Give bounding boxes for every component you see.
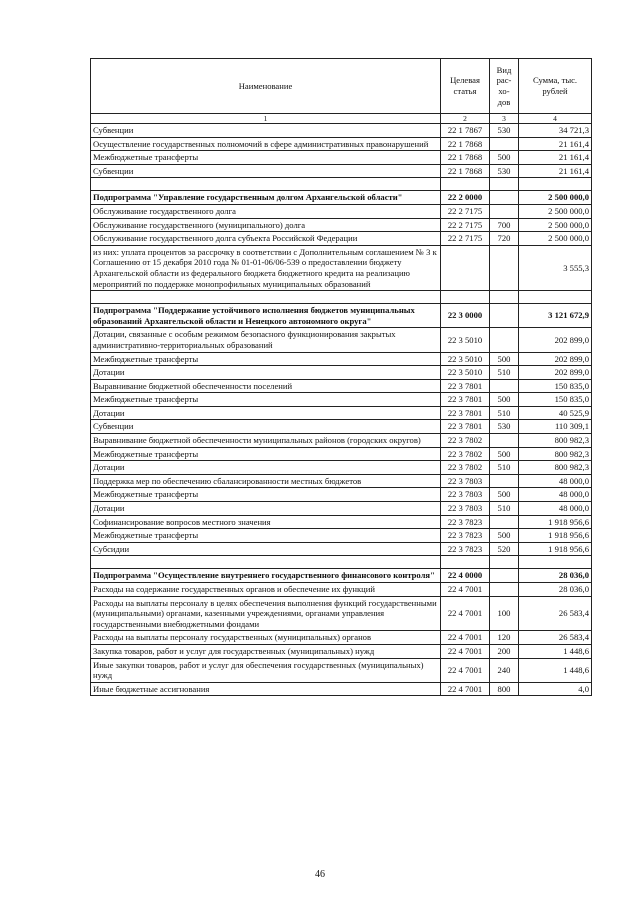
row-name-cell: Расходы на выплаты персоналу в целях обеспечения выполнения функций государственными (муниципальными) органами, казенными учреждениями, органами управления государственными внебюджетными фондами — [91, 596, 441, 631]
row-sum-cell: 26 583,4 — [519, 596, 592, 631]
row-code-cell: 22 1 7868 — [441, 151, 490, 165]
row-type-cell: 530 — [490, 124, 519, 138]
row-name-cell: Субвенции — [91, 420, 441, 434]
row-name-cell: Подпрограмма "Управление государственным долгом Архангельской области" — [91, 191, 441, 205]
row-sum-cell: 1 918 956,6 — [519, 529, 592, 543]
row-type-cell: 500 — [490, 151, 519, 165]
row-code-cell: 22 1 7868 — [441, 137, 490, 151]
row-type-cell — [490, 379, 519, 393]
column-number: 4 — [519, 114, 592, 124]
spacer-cell — [91, 178, 441, 191]
table-row — [91, 434, 592, 448]
table-row — [91, 515, 592, 529]
row-name-cell: Подпрограмма "Осуществление внутреннего государственного финансового контроля" — [91, 569, 441, 583]
row-type-cell: 200 — [490, 644, 519, 658]
row-code-cell: 22 4 7001 — [441, 596, 490, 631]
table-row — [91, 232, 592, 246]
spacer-cell — [441, 556, 490, 569]
row-code-cell: 22 4 7001 — [441, 583, 490, 597]
table-row — [91, 631, 592, 645]
row-code-cell: 22 3 7802 — [441, 447, 490, 461]
row-sum-cell: 2 500 000,0 — [519, 218, 592, 232]
row-name-cell: Дотации, связанные с особым режимом безопасного функционирования закрытых административно-территориальных образований — [91, 328, 441, 352]
row-sum-cell: 1 918 956,6 — [519, 542, 592, 556]
row-type-cell — [490, 137, 519, 151]
row-code-cell: 22 4 0000 — [441, 569, 490, 583]
spacer-cell — [490, 556, 519, 569]
row-name-cell: Дотации — [91, 502, 441, 516]
row-type-cell: 500 — [490, 488, 519, 502]
row-code-cell: 22 1 7868 — [441, 164, 490, 178]
row-code-cell: 22 1 7867 — [441, 124, 490, 138]
table-row — [91, 366, 592, 380]
row-sum-cell: 21 161,4 — [519, 151, 592, 165]
row-type-cell: 500 — [490, 393, 519, 407]
spacer-cell — [441, 178, 490, 191]
row-name-cell: Обслуживание государственного долга — [91, 204, 441, 218]
row-code-cell: 22 3 7801 — [441, 393, 490, 407]
table-row — [91, 352, 592, 366]
row-name-cell: Дотации — [91, 366, 441, 380]
row-name-cell: Межбюджетные трансферты — [91, 447, 441, 461]
table-row — [91, 658, 592, 682]
row-sum-cell: 21 161,4 — [519, 164, 592, 178]
column-number: 3 — [490, 114, 519, 124]
row-code-cell: 22 2 7175 — [441, 218, 490, 232]
column-number-row — [91, 114, 592, 124]
row-name-cell: Закупка товаров, работ и услуг для государственных (муниципальных) нужд — [91, 644, 441, 658]
row-name-cell: Субвенции — [91, 164, 441, 178]
table-row — [91, 583, 592, 597]
row-code-cell: 22 3 7801 — [441, 406, 490, 420]
page-number: 46 — [315, 869, 325, 880]
row-code-cell: 22 4 7001 — [441, 631, 490, 645]
budget-table — [90, 58, 592, 696]
table-row — [91, 204, 592, 218]
row-type-cell: 530 — [490, 164, 519, 178]
table-row — [91, 420, 592, 434]
row-type-cell: 120 — [490, 631, 519, 645]
spacer-row — [91, 556, 592, 569]
row-code-cell: 22 3 7801 — [441, 379, 490, 393]
row-sum-cell: 150 835,0 — [519, 379, 592, 393]
row-name-cell: Расходы на содержание государственных органов и обеспечение их функций — [91, 583, 441, 597]
row-code-cell: 22 2 7175 — [441, 204, 490, 218]
row-code-cell: 22 3 7803 — [441, 502, 490, 516]
row-sum-cell: 26 583,4 — [519, 631, 592, 645]
table-header-row — [91, 59, 592, 114]
row-type-cell — [490, 204, 519, 218]
row-code-cell: 22 3 7801 — [441, 420, 490, 434]
row-code-cell: 22 3 7823 — [441, 529, 490, 543]
row-type-cell — [490, 191, 519, 205]
row-sum-cell: 48 000,0 — [519, 502, 592, 516]
table-row — [91, 461, 592, 475]
spacer-cell — [490, 178, 519, 191]
row-code-cell: 22 4 7001 — [441, 658, 490, 682]
row-type-cell — [490, 328, 519, 352]
row-type-cell: 700 — [490, 218, 519, 232]
spacer-cell — [519, 178, 592, 191]
row-type-cell: 510 — [490, 366, 519, 380]
row-type-cell: 800 — [490, 682, 519, 696]
table-row — [91, 245, 592, 290]
table-row — [91, 682, 592, 696]
table-row — [91, 447, 592, 461]
row-type-cell — [490, 474, 519, 488]
row-type-cell: 100 — [490, 596, 519, 631]
row-code-cell: 22 2 0000 — [441, 191, 490, 205]
row-sum-cell: 48 000,0 — [519, 474, 592, 488]
header-type: Вид рас- хо- дов — [490, 59, 519, 114]
row-name-cell: Выравнивание бюджетной обеспеченности поселений — [91, 379, 441, 393]
table-row — [91, 529, 592, 543]
row-type-cell — [490, 245, 519, 290]
spacer-cell — [91, 291, 441, 304]
row-sum-cell: 202 899,0 — [519, 352, 592, 366]
row-name-cell: Иные закупки товаров, работ и услуг для обеспечения государственных (муниципальных) нужд — [91, 658, 441, 682]
subprogram-row — [91, 304, 592, 328]
row-code-cell: 22 3 0000 — [441, 304, 490, 328]
row-sum-cell: 48 000,0 — [519, 488, 592, 502]
spacer-cell — [490, 291, 519, 304]
row-name-cell: Субвенции — [91, 124, 441, 138]
row-name-cell: Дотации — [91, 406, 441, 420]
row-sum-cell: 202 899,0 — [519, 366, 592, 380]
row-name-cell: Расходы на выплаты персоналу государственных (муниципальных) органов — [91, 631, 441, 645]
row-sum-cell: 800 982,3 — [519, 447, 592, 461]
row-type-cell: 500 — [490, 447, 519, 461]
table-row — [91, 328, 592, 352]
row-sum-cell: 202 899,0 — [519, 328, 592, 352]
row-name-cell: Межбюджетные трансферты — [91, 352, 441, 366]
table-row — [91, 596, 592, 631]
row-name-cell: Выравнивание бюджетной обеспеченности муниципальных районов (городских округов) — [91, 434, 441, 448]
row-type-cell: 500 — [490, 352, 519, 366]
row-sum-cell: 40 525,9 — [519, 406, 592, 420]
table-row — [91, 137, 592, 151]
row-type-cell: 510 — [490, 406, 519, 420]
row-sum-cell: 21 161,4 — [519, 137, 592, 151]
row-sum-cell: 110 309,1 — [519, 420, 592, 434]
row-name-cell: Межбюджетные трансферты — [91, 488, 441, 502]
row-name-cell: Осуществление государственных полномочий в сфере административных правонарушений — [91, 137, 441, 151]
spacer-cell — [91, 556, 441, 569]
table-row — [91, 124, 592, 138]
table-row — [91, 379, 592, 393]
row-code-cell: 22 3 7802 — [441, 434, 490, 448]
row-name-cell: Межбюджетные трансферты — [91, 529, 441, 543]
table-row — [91, 393, 592, 407]
table-row — [91, 542, 592, 556]
row-name-cell: Межбюджетные трансферты — [91, 393, 441, 407]
row-code-cell: 22 4 7001 — [441, 682, 490, 696]
row-type-cell — [490, 583, 519, 597]
row-sum-cell: 800 982,3 — [519, 434, 592, 448]
column-number: 2 — [441, 114, 490, 124]
header-name: Наименование — [91, 59, 441, 114]
row-sum-cell: 3 555,3 — [519, 245, 592, 290]
row-type-cell: 520 — [490, 542, 519, 556]
row-type-cell — [490, 304, 519, 328]
row-code-cell: 22 3 7802 — [441, 461, 490, 475]
row-name-cell: Субсидии — [91, 542, 441, 556]
row-code-cell: 22 3 7803 — [441, 474, 490, 488]
row-code-cell: 22 3 5010 — [441, 328, 490, 352]
row-name-cell: Обслуживание государственного (муниципального) долга — [91, 218, 441, 232]
row-name-cell: из них: уплата процентов за рассрочку в соответствии с Дополнительным соглашением № 3 к Соглашению от 15 декабря 2010 года № 01-01-06/06-539 о предоставлении бюджету Архангельской области из федерального бюджета бюджетного кредита на реализацию мероприятий по поддержке монопрофильных муниципальных образований — [91, 245, 441, 290]
row-name-cell: Подпрограмма "Поддержание устойчивого исполнения бюджетов муниципальных образований Архангельской области и Ненецкого автономного округа" — [91, 304, 441, 328]
row-name-cell: Дотации — [91, 461, 441, 475]
row-sum-cell: 1 448,6 — [519, 644, 592, 658]
row-sum-cell: 2 500 000,0 — [519, 204, 592, 218]
row-code-cell: 22 3 7823 — [441, 515, 490, 529]
row-sum-cell: 34 721,3 — [519, 124, 592, 138]
row-sum-cell: 28 036,0 — [519, 569, 592, 583]
row-type-cell: 530 — [490, 420, 519, 434]
header-sum: Сумма, тыс. рублей — [519, 59, 592, 114]
row-sum-cell: 800 982,3 — [519, 461, 592, 475]
row-sum-cell: 4,0 — [519, 682, 592, 696]
table-row — [91, 488, 592, 502]
row-code-cell — [441, 245, 490, 290]
row-code-cell: 22 3 5010 — [441, 352, 490, 366]
row-type-cell: 240 — [490, 658, 519, 682]
row-name-cell: Поддержка мер по обеспечению сбалансированности местных бюджетов — [91, 474, 441, 488]
subprogram-row — [91, 191, 592, 205]
spacer-cell — [519, 291, 592, 304]
table-row — [91, 218, 592, 232]
table-row — [91, 406, 592, 420]
row-sum-cell: 1 918 956,6 — [519, 515, 592, 529]
row-name-cell: Софинансирование вопросов местного значения — [91, 515, 441, 529]
row-code-cell: 22 3 7823 — [441, 542, 490, 556]
row-sum-cell: 2 500 000,0 — [519, 191, 592, 205]
row-name-cell: Межбюджетные трансферты — [91, 151, 441, 165]
row-name-cell: Обслуживание государственного долга субъекта Российской Федерации — [91, 232, 441, 246]
row-type-cell: 510 — [490, 502, 519, 516]
row-sum-cell: 28 036,0 — [519, 583, 592, 597]
row-type-cell: 720 — [490, 232, 519, 246]
row-type-cell: 510 — [490, 461, 519, 475]
header-code: Целевая статья — [441, 59, 490, 114]
table-row — [91, 474, 592, 488]
row-code-cell: 22 3 5010 — [441, 366, 490, 380]
row-sum-cell: 150 835,0 — [519, 393, 592, 407]
row-sum-cell: 2 500 000,0 — [519, 232, 592, 246]
table-row — [91, 164, 592, 178]
column-number: 1 — [91, 114, 441, 124]
row-type-cell — [490, 569, 519, 583]
spacer-cell — [519, 556, 592, 569]
spacer-row — [91, 291, 592, 304]
row-code-cell: 22 2 7175 — [441, 232, 490, 246]
row-name-cell: Иные бюджетные ассигнования — [91, 682, 441, 696]
row-sum-cell: 3 121 672,9 — [519, 304, 592, 328]
table-row — [91, 644, 592, 658]
spacer-row — [91, 178, 592, 191]
table-row — [91, 151, 592, 165]
table-row — [91, 502, 592, 516]
row-type-cell — [490, 515, 519, 529]
subprogram-row — [91, 569, 592, 583]
spacer-cell — [441, 291, 490, 304]
row-code-cell: 22 3 7803 — [441, 488, 490, 502]
row-type-cell — [490, 434, 519, 448]
row-sum-cell: 1 448,6 — [519, 658, 592, 682]
row-code-cell: 22 4 7001 — [441, 644, 490, 658]
row-type-cell: 500 — [490, 529, 519, 543]
